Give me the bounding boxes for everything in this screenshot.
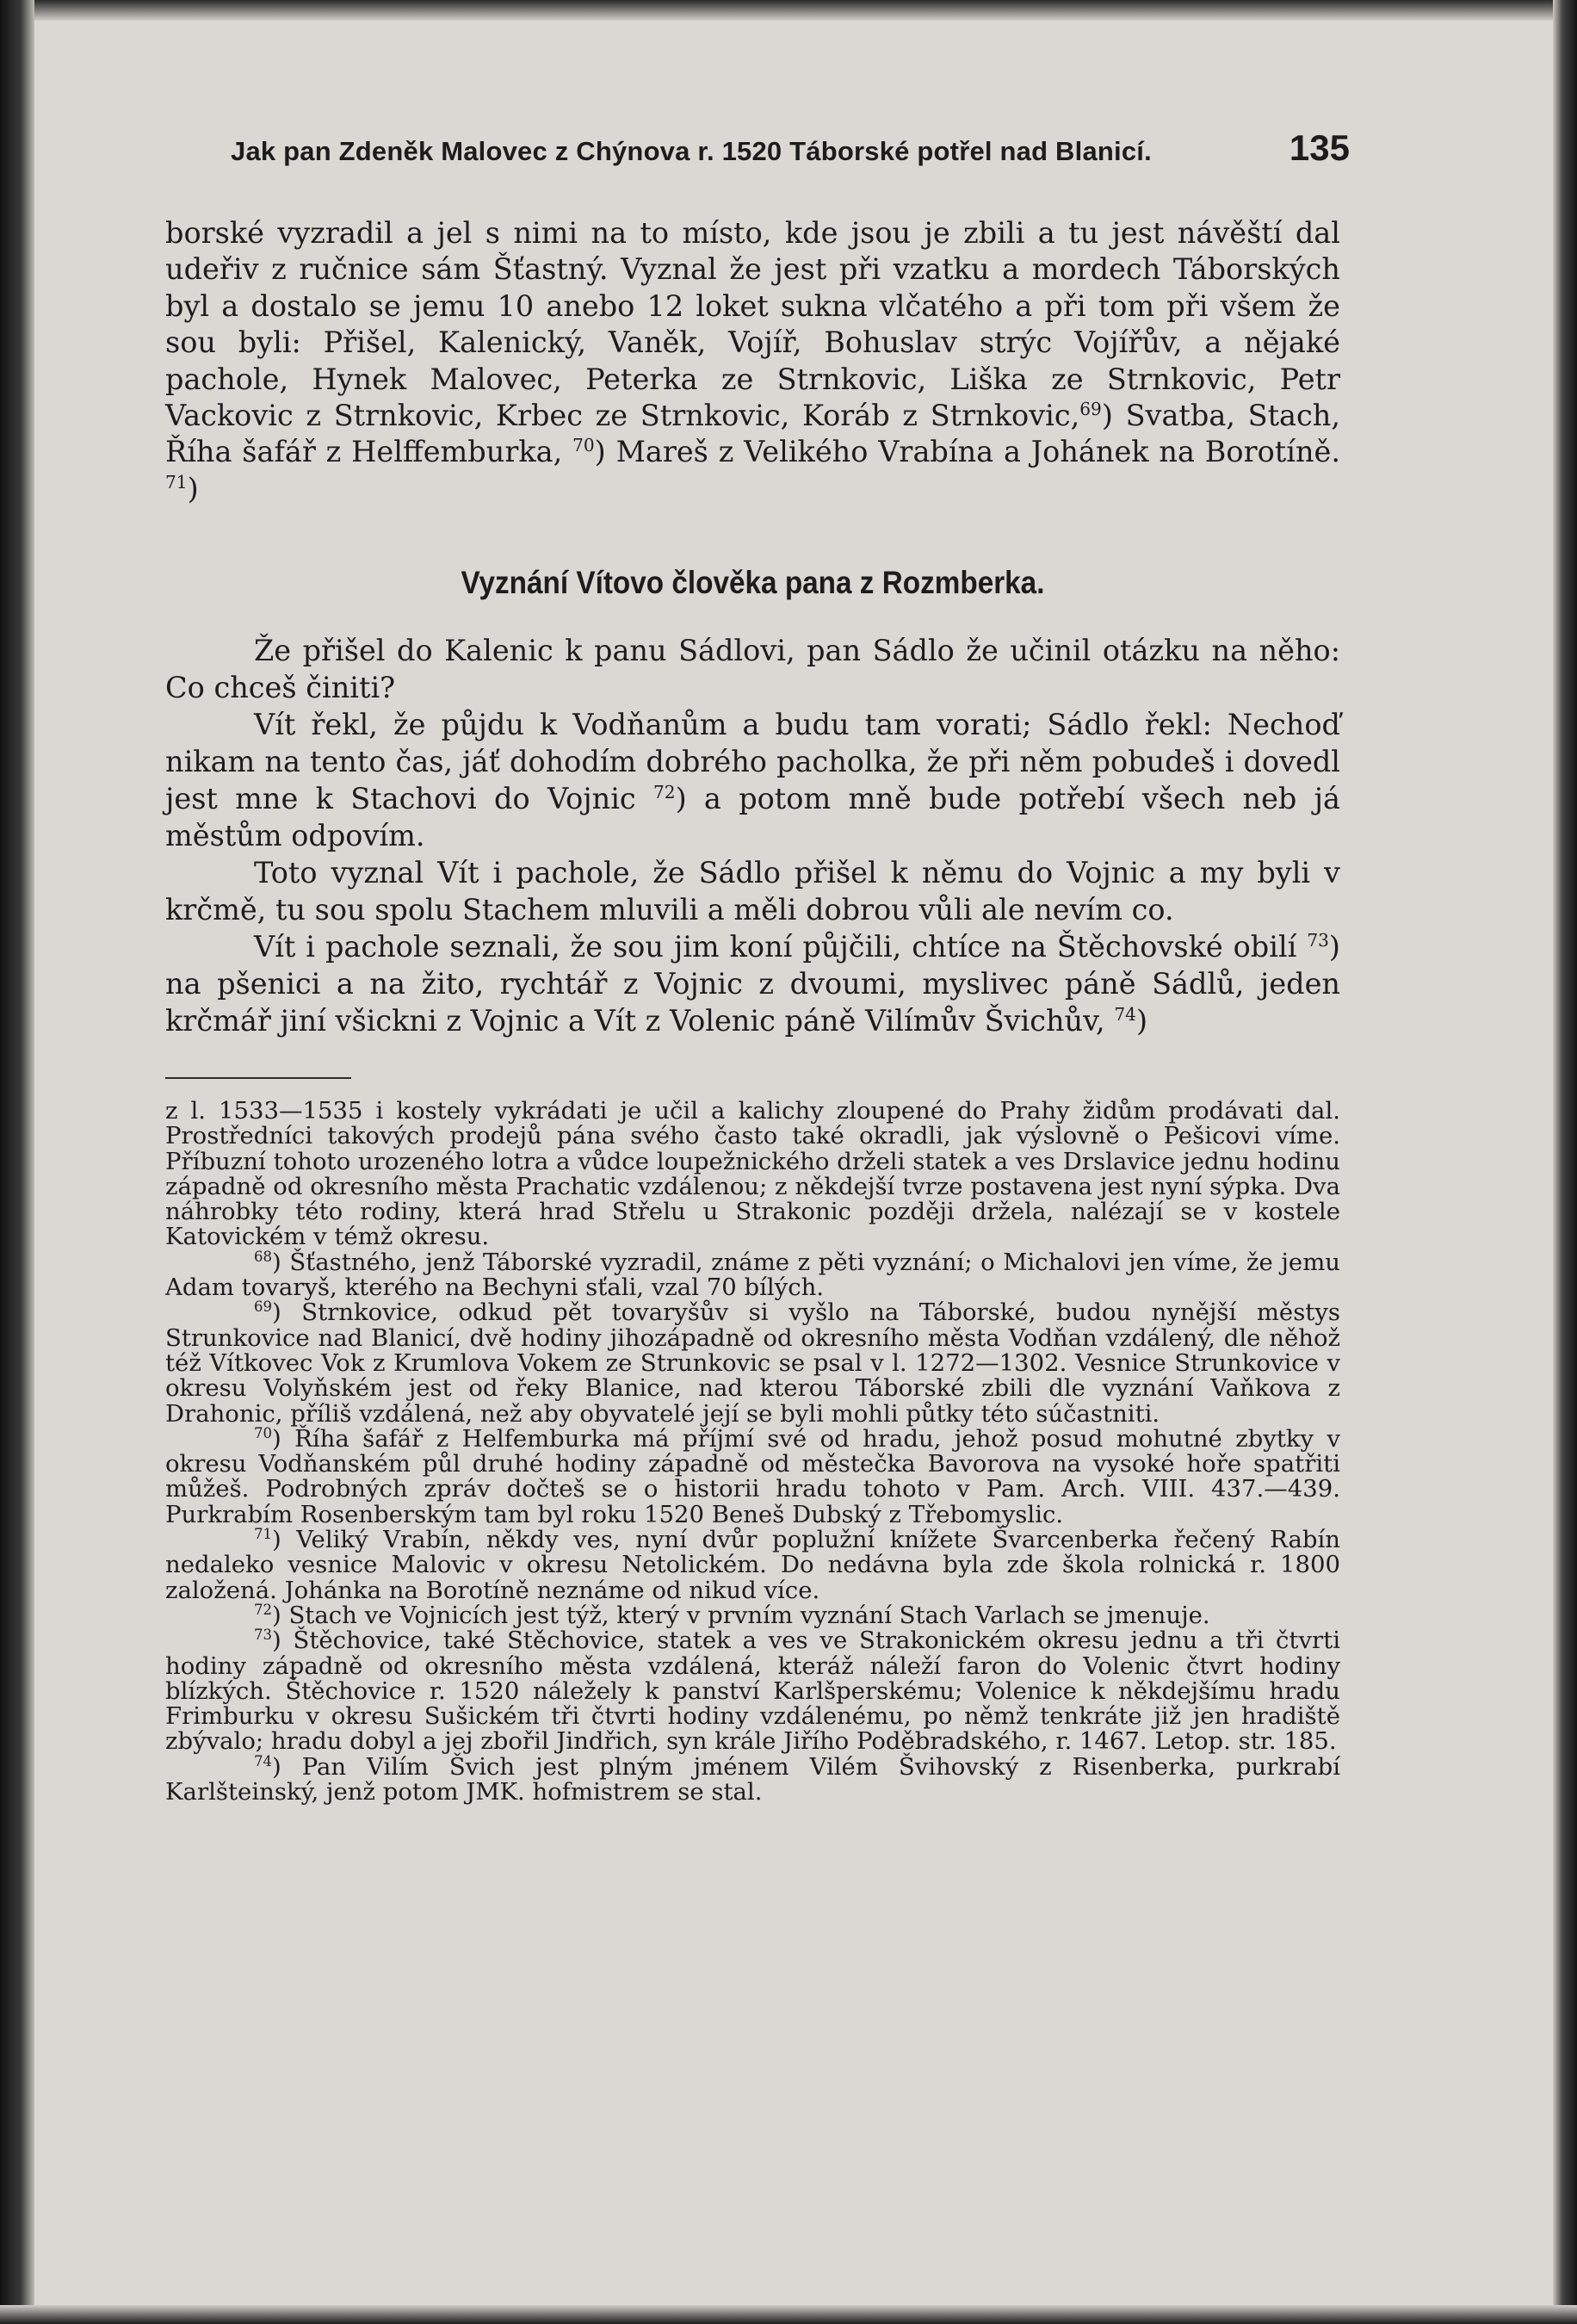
page-number: 135 xyxy=(1289,127,1350,168)
section-p4-text-b: ) na pšenici a na žito, rychtář z Vojnic z dvoumi, myslivec páně Sádlů, jeden krčmář jiní všickni z Vojnic a Vít z Volenic páně Vilímův Švichův, xyxy=(165,930,1340,1038)
scan-edge-left xyxy=(0,0,34,2324)
intro-paragraph xyxy=(165,215,1340,507)
footnote-ref-69: 69 xyxy=(1079,398,1102,419)
footnote-71-text: ) Veliký Vrabín, někdy ves, nyní dvůr poplužní knížete Švarcenberka řečený Rabín nedaleko vesnice Malovic v okresu Netolickém. Do nedávna byla zde škola rolnická r. 1800 založená. Johánka na Borotíně neznáme od nikud více. xyxy=(165,1526,1340,1604)
footnote-70-text: ) Říha šafář z Helfemburka má příjmí své od hradu, jehož posud mohutné zbytky v okresu Vodňanském půl druhé hodiny západně od městečka Bavorova na vysoké hoře spatřiti můžeš. Podrobných zpráv dočteš se o historii hradu tohoto v Pam. Arch. VIII. 437.—439. Purkrabím Rosenberským tam byl roku 1520 Beneš Dubský z Třebomyslic. xyxy=(165,1424,1340,1528)
intro-paragraph-text xyxy=(165,215,1340,507)
footnote-71-number: 71 xyxy=(254,1525,272,1542)
section-paragraph-4 xyxy=(165,928,1340,1039)
section-paragraph-1: Že přišel do Kalenic k panu Sádlovi, pan Sádlo že učinil otázku na něho: Co chceš činiti? xyxy=(165,634,1340,704)
intro-text-1: borské vyzradil a jel s nimi na to místo, kde jsou je zbili a tu jest návěští dal udeřiv z ručnice sám Šťastný. Vyznal že jest při vzatku a mordech Táborských byl a dostalo se jemu 10 anebo 12 loket sukna vlčatého a při tom při všem že sou byli: Přišel, Kalenický, Vaněk, Vojíř, Bohuslav strýc Vojířův, a nějaké pachole, Hynek Malovec, Peterka ze Strnkovic, Liška ze Strnkovic, Petr Vackovic z Strnkovic, Krbec ze Strnkovic, Koráb z Strnkovic, xyxy=(165,216,1340,433)
footnote-69-text: ) Strnkovice, odkud pět tovaryšův si vyšlo na Táborské, budou nynější městys Strunkovice nad Blanicí, dvě hodiny jihozápadně od okresního města Vodňan vzdálený, dle něhož též Vítkovec Vok z Krumlova Vokem ze Strunkovic se psal v l. 1272—1302. Vesnice Strunkovice v okresu Volyňském jest od řeky Blanice, nad kterou Táborské zbili dle vyznání Vaňkova z Drahonic, příliš vzdálená, než aby obyvatelé její se byli mohli půtky této súčastniti. xyxy=(165,1298,1340,1428)
footnote-70-number: 70 xyxy=(254,1424,272,1441)
footnote-continuation: z l. 1533—1535 i kostely vykrádati je učil a kalichy zloupené do Prahy židům prodávati dal. Prostředníci takových prodejů pána svého často také okradli, jak výslovně o Pešicovi víme. Příbuzní tohoto urozeného lotra a vůdce loupežnického drželi statek a ves Drslavice jednu hodinu západně od okresního města Prachatic vzdálenou; z někdejší tvrze postavena jest nyní sýpka. Dva náhrobky této rodiny, která hrad Střelu u Strakonic později držela, nalézají se v kostele Katovickém v témž okresu. xyxy=(165,1097,1340,1251)
section-paragraph-2 xyxy=(165,706,1340,854)
section-p2-text-b: ) a potom mně bude potřebí všech neb já městům odpovím. xyxy=(165,782,1340,852)
footnote-divider xyxy=(165,1077,351,1079)
intro-text-2: ) Svatba, Stach, Říha šafář z Helffemburka, xyxy=(165,399,1340,469)
footnote-69-number: 69 xyxy=(254,1298,272,1316)
footnote-ref-73: 73 xyxy=(1307,929,1329,951)
footnote-ref-74: 74 xyxy=(1114,1003,1136,1025)
footnote-ref-70: 70 xyxy=(572,435,595,456)
footnote-73 xyxy=(165,1628,1340,1754)
footnote-74-number: 74 xyxy=(254,1752,272,1769)
footnotes xyxy=(165,1099,1340,1805)
footnote-72-text: ) Stach ve Vojnicích jest týž, který v prvním vyznání Stach Varlach se jmenuje. xyxy=(272,1601,1210,1629)
intro-text-4: ) xyxy=(187,471,199,505)
footnote-72 xyxy=(165,1603,1340,1628)
section-body xyxy=(165,632,1340,1039)
section-p2-text-a: Vít řekl, že půjdu k Vodňanům a budu tam vorati; Sádlo řekl: Nechoď nikam na tento čas, jáť dohodím dobrého pacholka, že při něm pobudeš i dovedl jest mne k Stachovi do Vojnic xyxy=(165,708,1340,815)
scan-edge-bottom xyxy=(0,2305,1577,2324)
intro-text-3: ) Mareš z Velikého Vrabína a Johánek na Borotíně. xyxy=(594,435,1340,469)
footnote-71 xyxy=(165,1525,1340,1604)
footnote-74-text: ) Pan Vilím Švich jest plným jménem Vilém Švihovský z Risenberka, purkrabí Karlšteinský, jenž potom JMK. hofmistrem se stal. xyxy=(165,1752,1340,1807)
section-p4-text-a: Vít i pachole seznali, že sou jim koní půjčili, chtíce na Štěchovské obilí xyxy=(254,930,1297,964)
footnote-73-text: ) Štěchovice, také Stěchovice, statek a ves ve Strakonickém okresu jednu a tři čtvrti hodiny západně od okresního města vzdálená, kteráž náleží faron do Volenic čtvrt hodiny blízkých. Štěchovice r. 1520 náležely k panství Karlšperskému; Volenice k někdejšímu hradu Frimburku v okresu Sušickém tři čtvrti hodiny vzdálenému, po němž tenkráte již jen hradiště zbývalo; hradu dobyl a jej zbořil Jindřich, syn krále Jiřího Poděbradského, r. 1467. Letop. str. 185. xyxy=(165,1627,1340,1756)
footnote-68-text: ) Šťastného, jenž Táborské vyzradil, známe z pěti vyznání; o Michalovi jen víme, že jemu Adam tovaryš, kterého na Bechyni sťali, vzal 70 bílých. xyxy=(165,1248,1340,1302)
footnote-73-number: 73 xyxy=(254,1627,272,1644)
footnote-68-number: 68 xyxy=(254,1248,272,1265)
footnote-72-number: 72 xyxy=(254,1601,272,1618)
section-heading: Vyznání Vítovo člověka pana z Rozmberka. xyxy=(461,565,1045,600)
footnote-70 xyxy=(165,1424,1340,1528)
footnote-74 xyxy=(165,1752,1340,1807)
scan-edge-right xyxy=(1553,0,1577,2324)
section-paragraph-3: Toto vyznal Vít i pachole, že Sádlo přišel k němu do Vojnic a my byli v krčmě, tu sou spolu Stachem mluvili a měli dobrou vůli ale nevím co. xyxy=(165,856,1340,927)
scan-edge-top xyxy=(0,0,1577,21)
running-header-title: Jak pan Zdeněk Malovec z Chýnova r. 1520 Táborské potřel nad Blanicí. xyxy=(231,136,1152,166)
footnote-68 xyxy=(165,1250,1340,1301)
footnote-ref-72: 72 xyxy=(652,781,676,803)
section-p4-text-c: ) xyxy=(1135,1004,1148,1038)
footnote-69 xyxy=(165,1300,1340,1426)
footnote-ref-71: 71 xyxy=(165,471,188,493)
running-header xyxy=(231,127,1350,169)
